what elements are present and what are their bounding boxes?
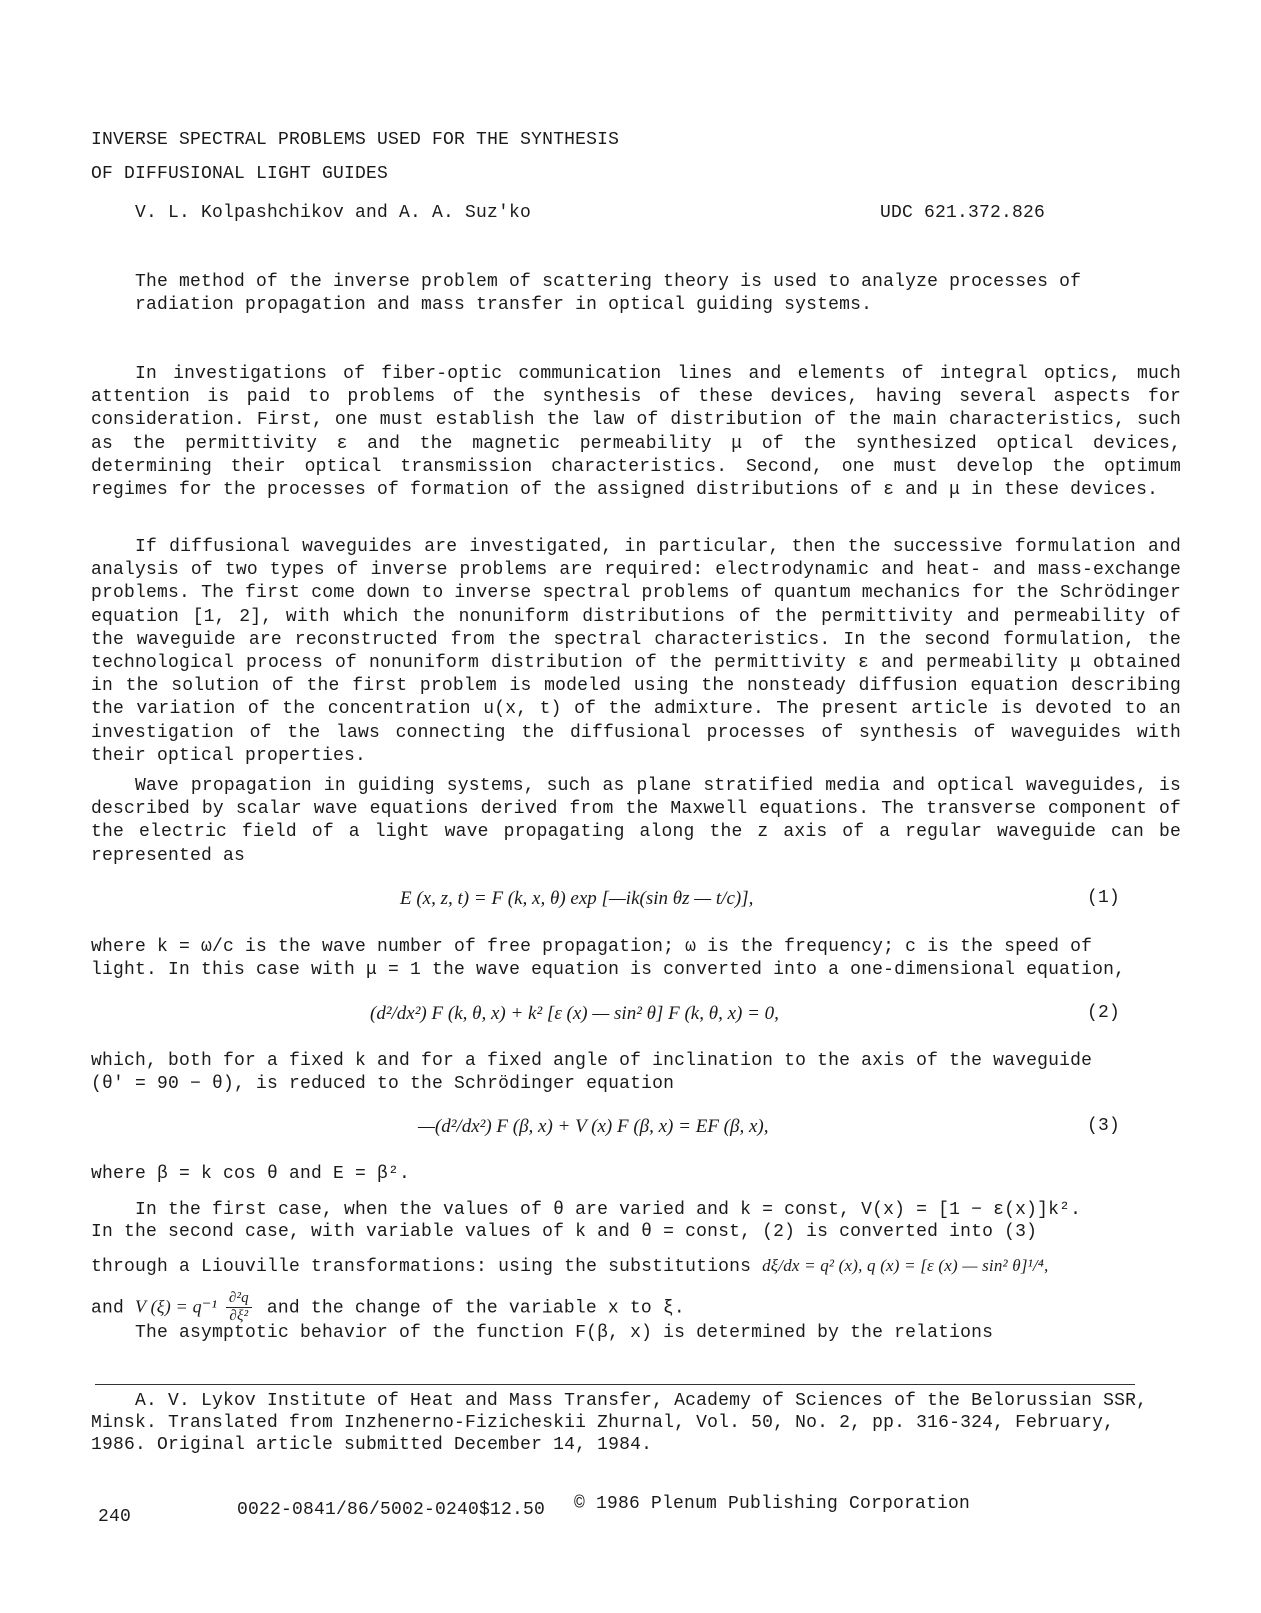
text-line-light: light. In this case with μ = 1 the wave equation is converted into a one-dimensional equation,: [91, 960, 1126, 980]
text-line-second-case: In the second case, with variable values of k and θ = const, (2) is converted into (3): [91, 1222, 1038, 1242]
publication-code: 0022-0841/86/5002-0240$12.50: [237, 1500, 546, 1520]
footnote-rule: [95, 1384, 1135, 1385]
text-line-where-beta: where β = k cos θ and E = β².: [91, 1164, 411, 1184]
fraction-numerator: ∂²q: [226, 1290, 252, 1308]
and-word: and: [91, 1298, 136, 1319]
text-line-liouville: [91, 1256, 1048, 1277]
liouville-text: through a Liouville transformations: using the substitutions: [91, 1257, 763, 1277]
text-line-where-k: where k = ω/c is the wave number of free propagation; ω is the frequency; c is the speed of: [91, 937, 1093, 957]
text-line-first-case: In the first case, when the values of θ are varied and k = const, V(x) = [1 − ε(x)]k².: [135, 1200, 1082, 1220]
title-line-1: INVERSE SPECTRAL PROBLEMS USED FOR THE SYNTHESIS: [91, 130, 620, 150]
equation-2-expr: (d²/dx²) F (k, θ, x) + k² [ε (x) — sin² θ] F (k, θ, x) = 0,: [370, 1003, 779, 1024]
equation-1-expr: E (x, z, t) = F (k, x, θ) exp [—ik(sin θz — t/c)],: [400, 888, 754, 909]
abstract: The method of the inverse problem of scattering theory is used to analyze processes of radiation propagation and mass transfer in optical guiding systems.: [135, 272, 1082, 315]
partial-derivative-fraction: [226, 1290, 252, 1325]
liouville-substitution-math: dξ/dx = q² (x), q (x) = [ε (x) — sin² θ]¹/⁴,: [762, 1256, 1049, 1275]
equation-1-number: (1): [1087, 888, 1121, 908]
variable-change-text: and the change of the variable x to ξ.: [255, 1298, 685, 1319]
equation-3-number: (3): [1087, 1116, 1121, 1136]
udc-code: UDC 621.372.826: [880, 203, 1046, 223]
title-line-2: OF DIFFUSIONAL LIGHT GUIDES: [91, 164, 389, 184]
article-title: [91, 123, 619, 191]
paragraph-2: If diffusional waveguides are investigated, in particular, then the successive formulation and analysis of two types of inverse problems are required: electrodynamic and heat- and mass-exchange problems. The first come down to inverse spectral problems of quantum mechanics for the Schrödinger equation [1, 2], with which the nonuniform distributions of the permittivity and permeability of the waveguide are reconstructed from the spectral characteristics. In the second formulation, the technological process of nonuniform distribution of the permittivity ε and permeability μ obtained in the solution of the first problem is modeled using the nonsteady diffusion equation describing the variation of the concentration u(x, t) of the admixture. The present article is devoted to an investigation of the laws connecting the diffusional processes of synthesis of waveguides with their optical properties.: [91, 537, 1181, 766]
equation-2-number: (2): [1087, 1003, 1121, 1023]
paragraph-3: Wave propagation in guiding systems, such as plane stratified media and optical waveguides, is described by scalar wave equations derived from the Maxwell equations. The transverse component of the electric field of a light wave propagating along the z axis of a regular waveguide can be represented as: [91, 776, 1181, 866]
page-number: 240: [98, 1507, 132, 1527]
fraction-denominator: ∂ξ²: [229, 1308, 249, 1324]
text-line-asymptotic: The asymptotic behavior of the function F(β, x) is determined by the relations: [135, 1323, 994, 1343]
potential-math: V (ξ) = q⁻¹: [135, 1296, 222, 1317]
paragraph-1: In investigations of fiber-optic communication lines and elements of integral optics, much attention is paid to problems of the synthesis of these devices, having several aspects for consideration. First, one must establish the law of distribution of the main characteristics, such as the permittivity ε and the magnetic permeability μ of the synthesized optical devices, determining their optical transmission characteristics. Second, one must develop the optimum regimes for the processes of formation of the assigned distributions of ε and μ in these devices.: [91, 364, 1181, 501]
text-line-which: which, both for a fixed k and for a fixed angle of inclination to the axis of the waveguide: [91, 1051, 1093, 1071]
authors: V. L. Kolpashchikov and A. A. Suz'ko: [135, 203, 532, 223]
equation-3-expr: —(d²/dx²) F (β, x) + V (x) F (β, x) = EF (β, x),: [418, 1116, 769, 1137]
text-line-theta: (θ' = 90 − θ), is reduced to the Schrödinger equation: [91, 1074, 675, 1094]
copyright: © 1986 Plenum Publishing Corporation: [574, 1494, 971, 1514]
text-line-potential: [91, 1290, 685, 1325]
footnote: A. V. Lykov Institute of Heat and Mass Transfer, Academy of Sciences of the Belorussian SSR, Minsk. Translated from Inzhenerno-Fizicheskii Zhurnal, Vol. 50, No. 2, pp. 316-324, February, 1986. Original article submitted December 14, 1984.: [91, 1391, 1148, 1455]
